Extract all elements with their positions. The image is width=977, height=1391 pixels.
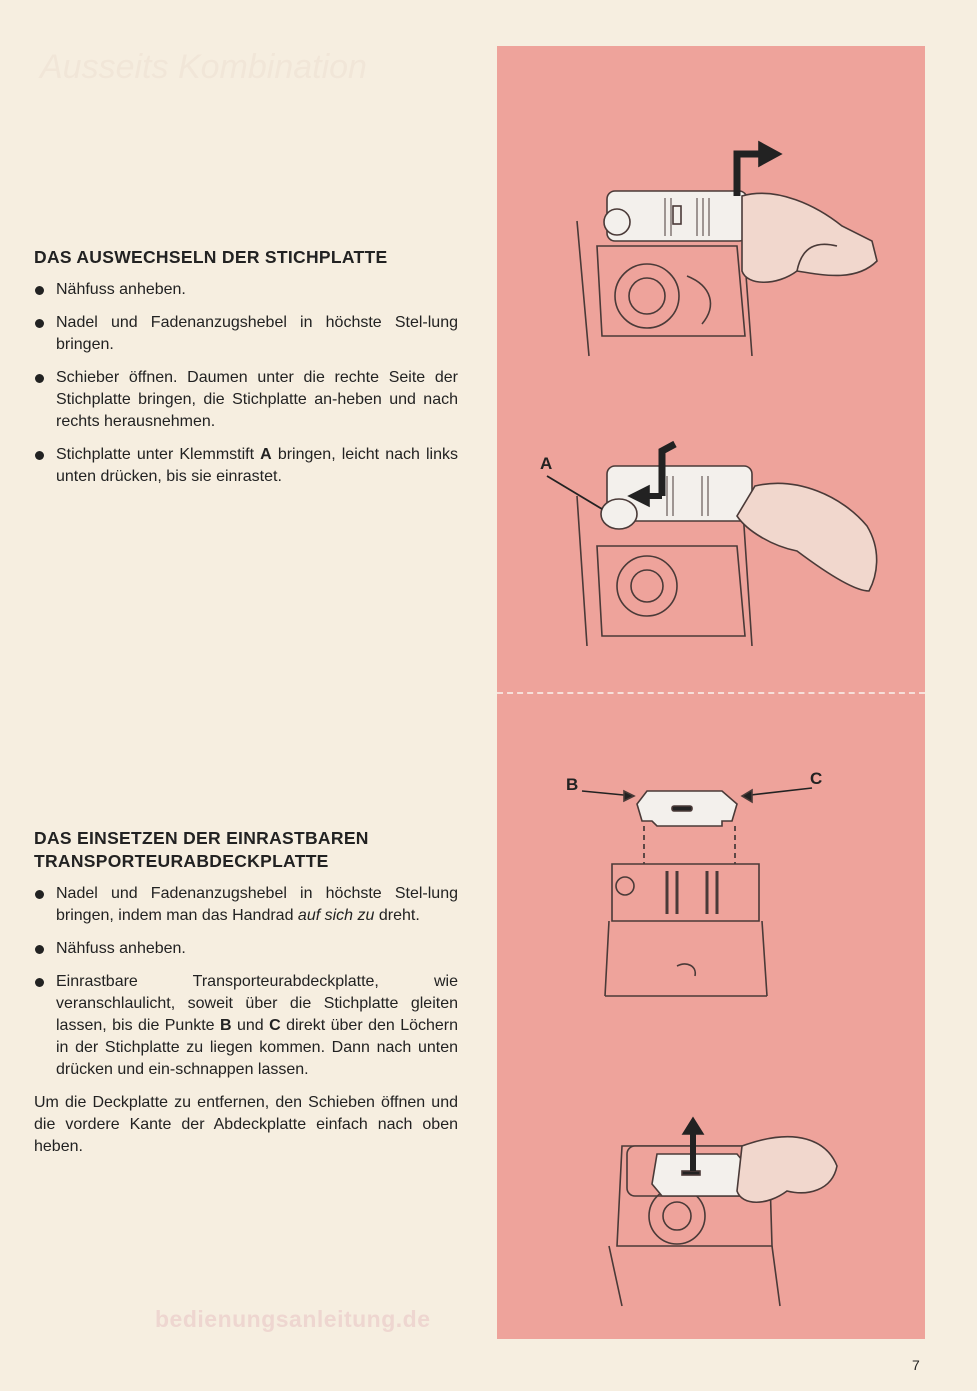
list-item: Nadel und Fadenanzugshebel in höchste Stel-lung bringen. xyxy=(34,312,458,356)
watermark: bedienungsanleitung.de xyxy=(155,1306,431,1332)
illustration-cover-plate xyxy=(566,769,822,996)
label-b: B xyxy=(566,775,579,794)
list-item: Nähfuss anheben. xyxy=(34,938,458,960)
label-a: A xyxy=(540,454,553,473)
list-item: Nähfuss anheben. xyxy=(34,279,458,301)
list-item: Nadel und Fadenanzugshebel in höchste Stel-lung bringen, indem man das Handrad auf sich zu dreht. xyxy=(34,883,458,927)
list-item: Stichplatte unter Klemmstift A bringen, leicht nach links unten drücken, bis sie einrastet. xyxy=(34,444,458,488)
illustration-insert-plate xyxy=(540,444,877,646)
bleed-through-text: Ausseits Kombination xyxy=(40,48,367,86)
section-stichplatte xyxy=(34,246,458,499)
page-number: 7 xyxy=(912,1357,920,1373)
illustrations xyxy=(497,46,967,1339)
section-abdeckplatte xyxy=(34,827,458,1158)
list-item: Schieber öffnen. Daumen unter die rechte Seite der Stichplatte bringen, die Stichplatte an-heben und nach rechts herausnehmen. xyxy=(34,367,458,433)
section-heading: DAS EINSETZEN DER EINRASTBAREN TRANSPORTEURABDECKPLATTE xyxy=(34,828,369,871)
illustration-remove-plate xyxy=(577,142,877,356)
instruction-list xyxy=(34,883,458,1081)
illustration-remove-cover xyxy=(609,1118,837,1306)
instruction-list xyxy=(34,279,458,488)
list-item: Einrastbare Transporteurabdeckplatte, wie veranschlaulicht, soweit über die Stichplatte gleiten lassen, bis die Punkte B und C direkt über den Löchern in der Stichplatte zu liegen kommen. Dann nach unten drücken und ein-schnappen lassen. xyxy=(34,971,458,1081)
closing-paragraph: Um die Deckplatte zu entfernen, den Schieben öffnen und die vordere Kante der Abdeckplatte einfach nach oben heben. xyxy=(34,1094,458,1155)
section-heading: DAS AUSWECHSELN DER STICHPLATTE xyxy=(34,247,388,267)
label-c: C xyxy=(810,769,823,788)
